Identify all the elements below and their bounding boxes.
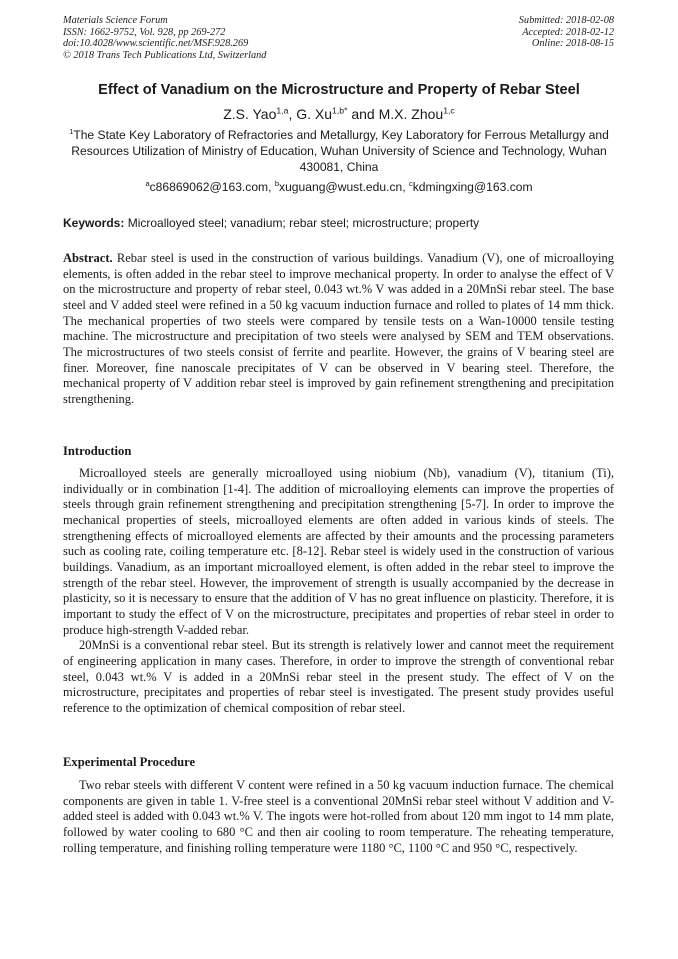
- journal-doi: doi:10.4028/www.scientific.net/MSF.928.269: [63, 38, 249, 50]
- author-name: G. Xu: [296, 106, 333, 122]
- abstract-text: Rebar steel is used in the construction of various buildings. Vanadium (V), one of microalloying elements, is often added in the rebar steel to improve mechanical property. In order to analyse the effect of V on the microstructure and property of rebar steel, 0.043 wt.% V was added in a 20MnSi rebar steel. The base steel and V added steel were refined in a 50 kg vacuum induction furnace and rolled to plates of 14 mm thick. The mechanical properties of two steels were compared by tensile tests on a Wan-10000 tensile testing machine. The microstructure and precipitation of two steels were analysed by SEM and TEM observations. The microstructures of two steels consist of ferrite and pearlite. However, the grains of V bearing steel are finer. Moreover, fine nanoscale precipitates of V can be observed in V bearing steel. Therefore, the mechanical property of V addition rebar steel is improved by gain refinement strengthening and precipitation strengthening.: [63, 251, 614, 406]
- author-superscript: 1,a: [276, 105, 289, 116]
- keywords-text: Microalloyed steel; vanadium; rebar steel; microstructure; property: [124, 216, 480, 230]
- journal-name: Materials Science Forum: [63, 15, 168, 26]
- email-address: xuguang@wust.edu.cn,: [279, 180, 409, 194]
- affiliation-text: The State Key Laboratory of Refractories and Metallurgy, Key Laboratory for Ferrous Metallurgy and Resources Utilization of Ministry of Education, Wuhan University of Science and Technology, Wuhan 430081, China: [71, 128, 609, 174]
- email-address: kdmingxing@163.com: [412, 180, 533, 194]
- journal-copyright: © 2018 Trans Tech Publications Ltd, Switzerland: [63, 49, 267, 61]
- date-online: Online: 2018-08-15: [531, 38, 614, 50]
- paragraph: Two rebar steels with different V content were refined in a 50 kg vacuum induction furnace. The chemical components are given in table 1. V-free steel is a conventional 20MnSi rebar steel without V addition and V-added steel is added with 0.043 wt.% V. The ingots were hot-rolled from about 120 mm ingot to 14 mm plate, followed by water cooling to 680 °C and then air cooling to room temperature. The reheating temperature, rolling temperature, and finishing rolling temperature were 1180 °C, 1100 °C and 950 °C, respectively.: [63, 778, 614, 855]
- affiliation-superscript: 1: [69, 127, 74, 137]
- abstract: [63, 251, 614, 408]
- keywords-label: Keywords:: [63, 216, 125, 230]
- author-separator: and: [347, 106, 379, 122]
- affiliation: [58, 128, 620, 175]
- date-submitted: Submitted: 2018-02-08: [518, 15, 614, 26]
- email-address: c86869062@163.com,: [149, 180, 275, 194]
- abstract-label: Abstract.: [63, 251, 113, 265]
- paragraph: 20MnSi is a conventional rebar steel. But its strength is relatively lower and cannot meet the requirement of engineering application in many cases. Therefore, in order to improve the strength of conventional rebar steel, 0.043 wt.% V is added in a 20MnSi rebar steel in the present study. The effect of V on the microstructure, precipitates and properties of rebar steel is investigated. The present study provides useful reference to the optimization of chemical composition of rebar steel.: [63, 638, 614, 715]
- paper-title: Effect of Vanadium on the Microstructure and Property of Rebar Steel: [98, 82, 580, 98]
- email-superscript: b: [274, 179, 280, 189]
- keywords: [63, 216, 623, 231]
- author-emails: [40, 180, 638, 195]
- author-separator: ,: [288, 106, 297, 122]
- experimental-section: [63, 778, 614, 856]
- author-superscript: 1,c: [443, 105, 455, 116]
- author-list: [40, 105, 638, 123]
- introduction-heading: Introduction: [63, 444, 132, 458]
- date-accepted: Accepted: 2018-02-12: [522, 26, 614, 38]
- experimental-heading: Experimental Procedure: [63, 755, 196, 769]
- author-name: M.X. Zhou: [378, 106, 444, 122]
- submission-dates: [519, 15, 614, 50]
- introduction-section: [63, 466, 614, 717]
- journal-info: [63, 15, 266, 61]
- email-superscript: a: [145, 179, 150, 189]
- author-name: Z.S. Yao: [223, 106, 277, 122]
- paragraph: Microalloyed steels are generally microalloyed using niobium (Nb), vanadium (V), titanium (Ti), individually or in combination [1-4]. The addition of microalloying elements can improve the properties of steels through grain refinement strengthening and precipitation strengthening [5-7]. In order to improve the mechanical properties of steels, microalloyed elements are often added in various kinds of steels. The strengthening effects of microalloyed elements are affected by their amounts and the processing parameters such as cooling rate, coiling temperature etc. [8-12]. Rebar steel is widely used in the construction of various buildings. Vanadium, as an important microalloyed element, is often added in the rebar steel to improve the strength of the rebar steel. However, the improvement of strength is usually accompanied by the decrease in plasticity, so it is necessary to ensure that the addition of V has no great influence on plasticity. Therefore, it is important to study the effect of V on the microstructure, precipitates and properties of rebar steel in order to produce high-strength V-added rebar.: [63, 466, 614, 637]
- journal-issn: ISSN: 1662-9752, Vol. 928, pp 269-272: [63, 26, 226, 38]
- email-superscript: c: [408, 179, 413, 189]
- author-superscript: 1,b*: [332, 105, 348, 116]
